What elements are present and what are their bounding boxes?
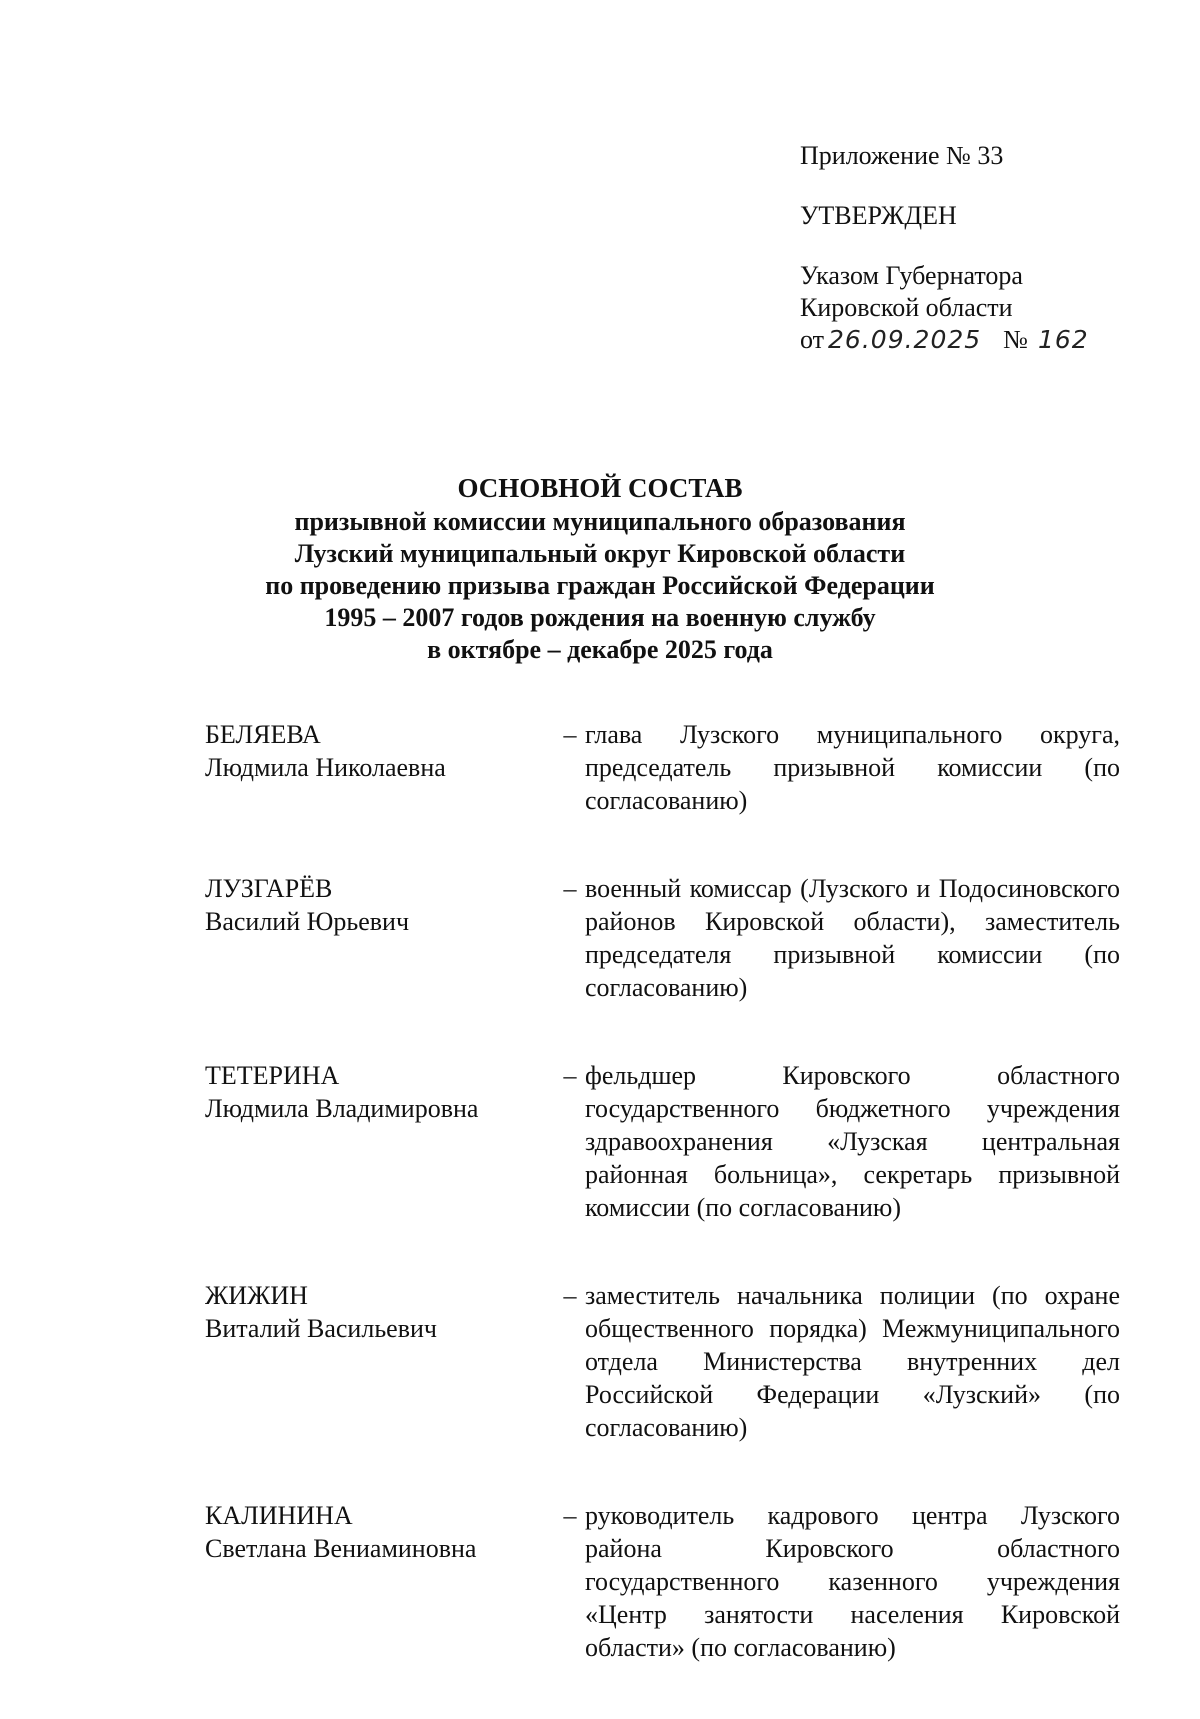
members-list [205, 718, 1125, 1719]
member-name [205, 872, 555, 938]
member-given-name: Василий Юрьевич [205, 907, 410, 936]
handwritten-number: 162 [1037, 325, 1089, 354]
dash: – [563, 874, 577, 903]
title-line: по проведению призыва граждан Российской Федерации [265, 571, 935, 600]
decree-line-2: Кировской области [800, 293, 1013, 322]
number-sign: № [1003, 325, 1028, 354]
decree-line-1: Указом Губернатора [800, 261, 1023, 290]
member-name [205, 1499, 555, 1565]
decree-date-line [800, 324, 1160, 356]
member-role: военный комиссар (Лузского и Подосиновского районов Кировской области), заместитель председателя призывной комиссии (по согласованию) [585, 874, 1120, 1002]
member-surname: КАЛИНИНА [205, 1501, 353, 1530]
date-prefix: от [800, 325, 825, 354]
member-role: заместитель начальника полиции (по охране общественного порядка) Межмуниципального отдела Министерства внутренних дел Российской Федерации «Лузский» (по согласованию) [585, 1281, 1120, 1442]
member-entry [205, 1279, 1125, 1444]
member-entry [205, 718, 1125, 817]
approval-header [800, 140, 1160, 356]
dash: – [563, 1281, 577, 1310]
appendix-label: Приложение № 33 [800, 141, 1004, 170]
member-name [205, 1279, 555, 1345]
member-name [205, 1059, 555, 1125]
dash: – [563, 1061, 577, 1090]
member-name [205, 718, 555, 784]
approved-label: УТВЕРЖДЕН [800, 201, 957, 230]
member-given-name: Светлана Вениаминовна [205, 1534, 477, 1563]
title-line: Лузский муниципальный округ Кировской области [294, 539, 906, 568]
member-surname: ЖИЖИН [205, 1281, 308, 1310]
dash: – [563, 1501, 577, 1530]
member-role: фельдшер Кировского областного государственного бюджетного учреждения здравоохранения «Лузская центральная районная больница», секретарь призывной комиссии (по согласованию) [585, 1061, 1120, 1222]
member-surname: БЕЛЯЕВА [205, 720, 321, 749]
member-entry [205, 872, 1125, 1004]
title-line: призывной комиссии муниципального образования [294, 507, 906, 536]
member-given-name: Виталий Васильевич [205, 1314, 437, 1343]
member-entry [205, 1059, 1125, 1224]
member-role: руководитель кадрового центра Лузского района Кировского областного государственного казенного учреждения «Центр занятости населения Кировской области» (по согласованию) [585, 1501, 1120, 1662]
member-given-name: Людмила Владимировна [205, 1094, 479, 1123]
member-entry [205, 1499, 1125, 1664]
member-given-name: Людмила Николаевна [205, 753, 446, 782]
handwritten-date: 26.09.2025 [828, 325, 982, 354]
document-title [100, 472, 1100, 666]
title-line: 1995 – 2007 годов рождения на военную службу [324, 603, 876, 632]
title-line: в октябре – декабре 2025 года [427, 635, 773, 664]
title-main: ОСНОВНОЙ СОСТАВ [457, 473, 743, 503]
member-surname: ЛУЗГАРЁВ [205, 874, 333, 903]
dash: – [563, 720, 577, 749]
member-role: глава Лузского муниципального округа, председатель призывной комиссии (по согласованию) [585, 720, 1120, 815]
member-surname: ТЕТЕРИНА [205, 1061, 340, 1090]
